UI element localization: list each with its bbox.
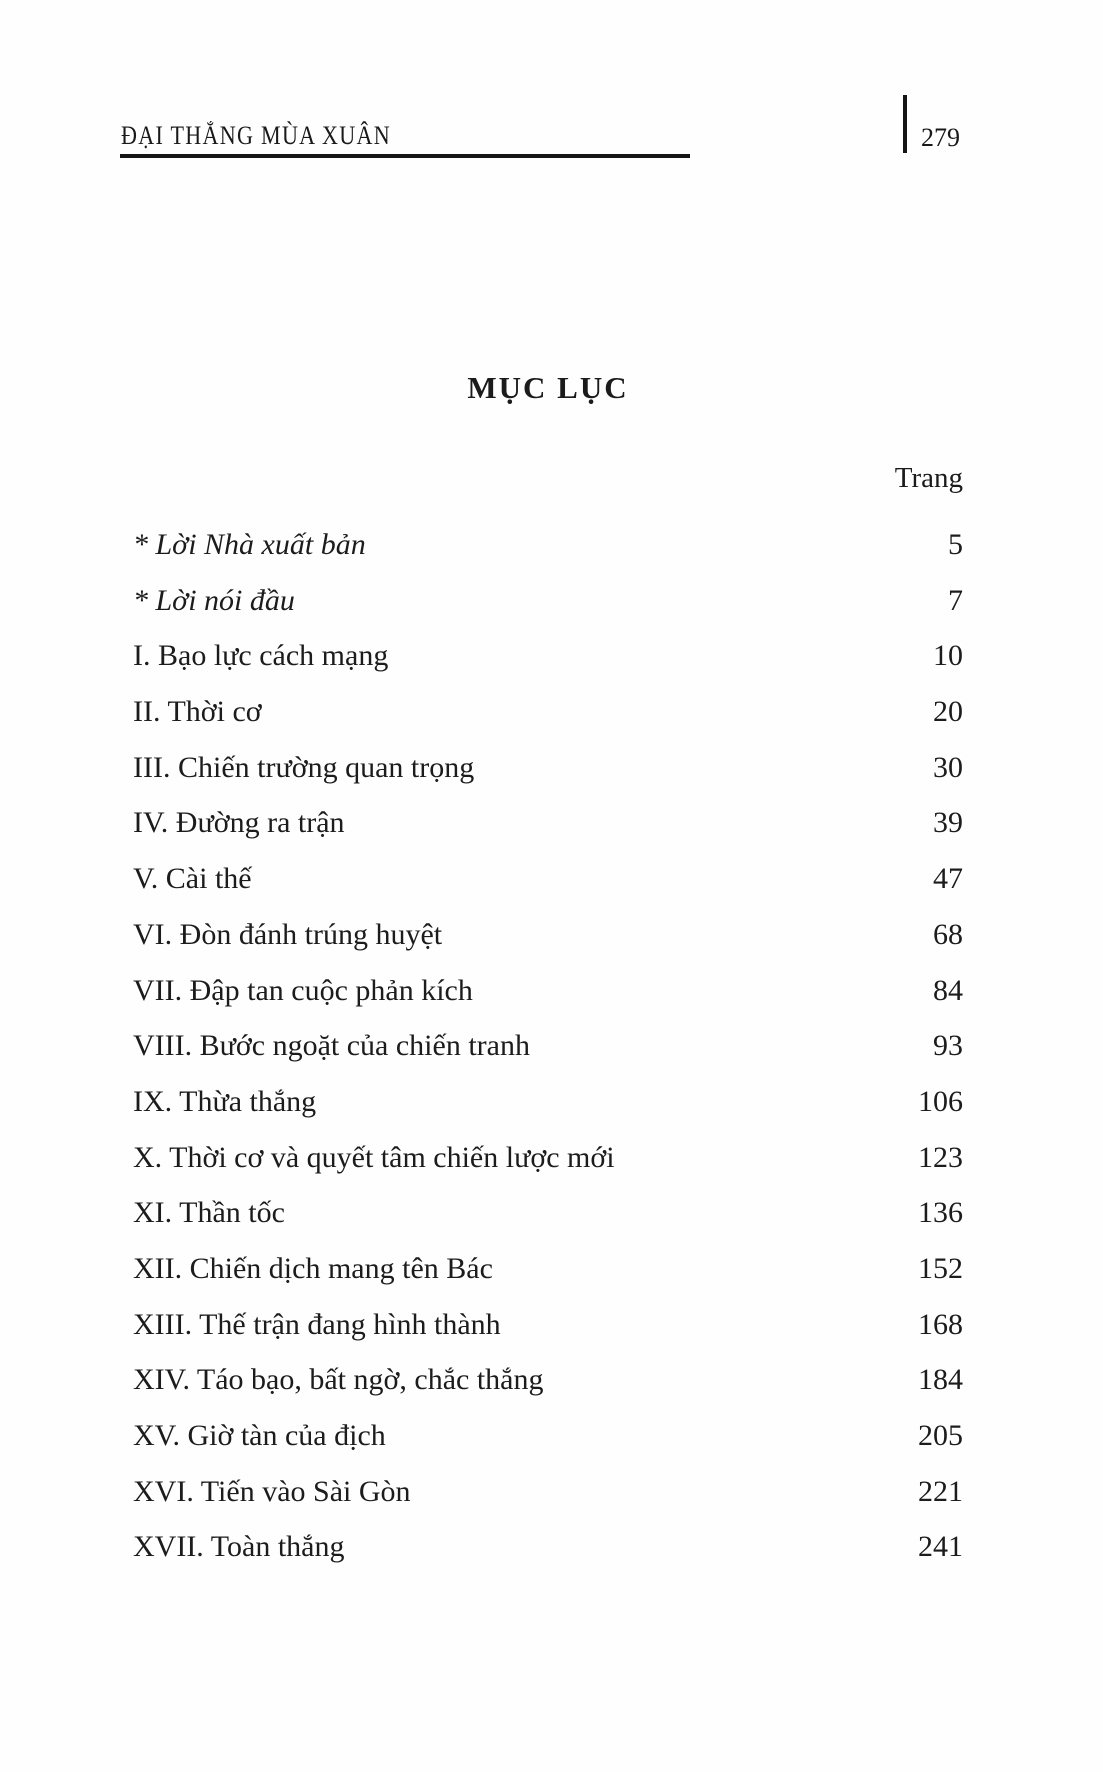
toc-entry-page: 47	[933, 862, 963, 896]
toc-entry	[133, 1464, 963, 1520]
toc-entry-page: 39	[933, 806, 963, 840]
toc-entry-page: 30	[933, 750, 963, 784]
toc-entry	[133, 1352, 963, 1408]
toc-entry-page: 136	[918, 1196, 963, 1230]
toc-entry-page: 106	[918, 1084, 963, 1118]
toc-entry-page: 7	[948, 583, 963, 617]
toc-entry-label: VI. Đòn đánh trúng huyệt	[133, 917, 443, 951]
toc-entry	[133, 628, 963, 684]
toc-entry-page: 241	[918, 1530, 963, 1564]
toc-entry-page: 93	[933, 1029, 963, 1063]
toc-entry-label: II. Thời cơ	[133, 695, 262, 729]
toc-entry	[133, 1185, 963, 1241]
toc-entry-label: IX. Thừa thắng	[133, 1084, 317, 1118]
toc-entry-label: XIV. Táo bạo, bất ngờ, chắc thắng	[133, 1363, 544, 1397]
toc-entry-label: IV. Đường ra trận	[133, 806, 345, 840]
toc-entry	[133, 1018, 963, 1074]
toc-entry-label: I. Bạo lực cách mạng	[133, 639, 389, 673]
toc-entry-label: XIII. Thế trận đang hình thành	[133, 1307, 501, 1341]
running-header-book-title: ĐẠI THẮNG MÙA XUÂN	[121, 121, 391, 150]
toc-page-column-label: Trang	[894, 462, 963, 494]
toc-entry-label: XI. Thần tốc	[133, 1196, 285, 1230]
toc-entry-page: 184	[918, 1363, 963, 1397]
toc-entry	[133, 684, 963, 740]
toc-entry-label: XVI. Tiến vào Sài Gòn	[133, 1474, 411, 1508]
toc-entry-label: * Lời nói đầu	[133, 583, 295, 617]
toc-entry-label: VII. Đập tan cuộc phản kích	[133, 973, 473, 1007]
toc-entry-page: 5	[948, 528, 963, 561]
toc-entry	[133, 1130, 963, 1186]
toc-entry-label: V. Cài thế	[133, 862, 252, 896]
toc-entry	[133, 1297, 963, 1353]
toc-entry-page: 205	[918, 1419, 963, 1452]
toc-entry-page: 168	[918, 1307, 963, 1341]
page-number: 279	[921, 123, 960, 152]
toc-entry	[133, 851, 963, 907]
toc-entry-page: 10	[933, 639, 963, 673]
toc-entry	[133, 1519, 963, 1575]
toc-entry-page: 152	[918, 1251, 963, 1285]
toc-entry	[133, 1074, 963, 1130]
toc-entry	[133, 795, 963, 851]
toc-entry-label: X. Thời cơ và quyết tâm chiến lược mới	[133, 1140, 615, 1174]
toc-entry	[133, 1408, 963, 1464]
toc-entry-label: XVII. Toàn thắng	[133, 1530, 345, 1564]
toc-entry-label: VIII. Bước ngoặt của chiến tranh	[133, 1029, 530, 1063]
toc-entry-label: III. Chiến trường quan trọng	[133, 750, 475, 784]
toc-entry-label: * Lời Nhà xuất bản	[133, 528, 366, 561]
toc-entry	[133, 963, 963, 1019]
toc-list	[133, 517, 963, 1575]
toc-entry	[133, 907, 963, 963]
toc-entry-page: 123	[918, 1140, 963, 1174]
toc-entry-page: 20	[933, 695, 963, 729]
header-rule	[120, 154, 690, 158]
toc-entry-page: 68	[933, 917, 963, 951]
toc-entry	[133, 573, 963, 629]
toc-entry	[133, 740, 963, 796]
toc-entry-page: 221	[918, 1474, 963, 1508]
toc-title: MỤC LỤC	[467, 370, 629, 405]
toc-entry	[133, 1241, 963, 1297]
toc-entry-label: XV. Giờ tàn của địch	[133, 1419, 386, 1452]
folio-divider-bar	[903, 95, 907, 153]
toc-entry	[133, 517, 963, 573]
toc-entry-page: 84	[933, 973, 963, 1007]
toc-entry-label: XII. Chiến dịch mang tên Bác	[133, 1251, 493, 1285]
